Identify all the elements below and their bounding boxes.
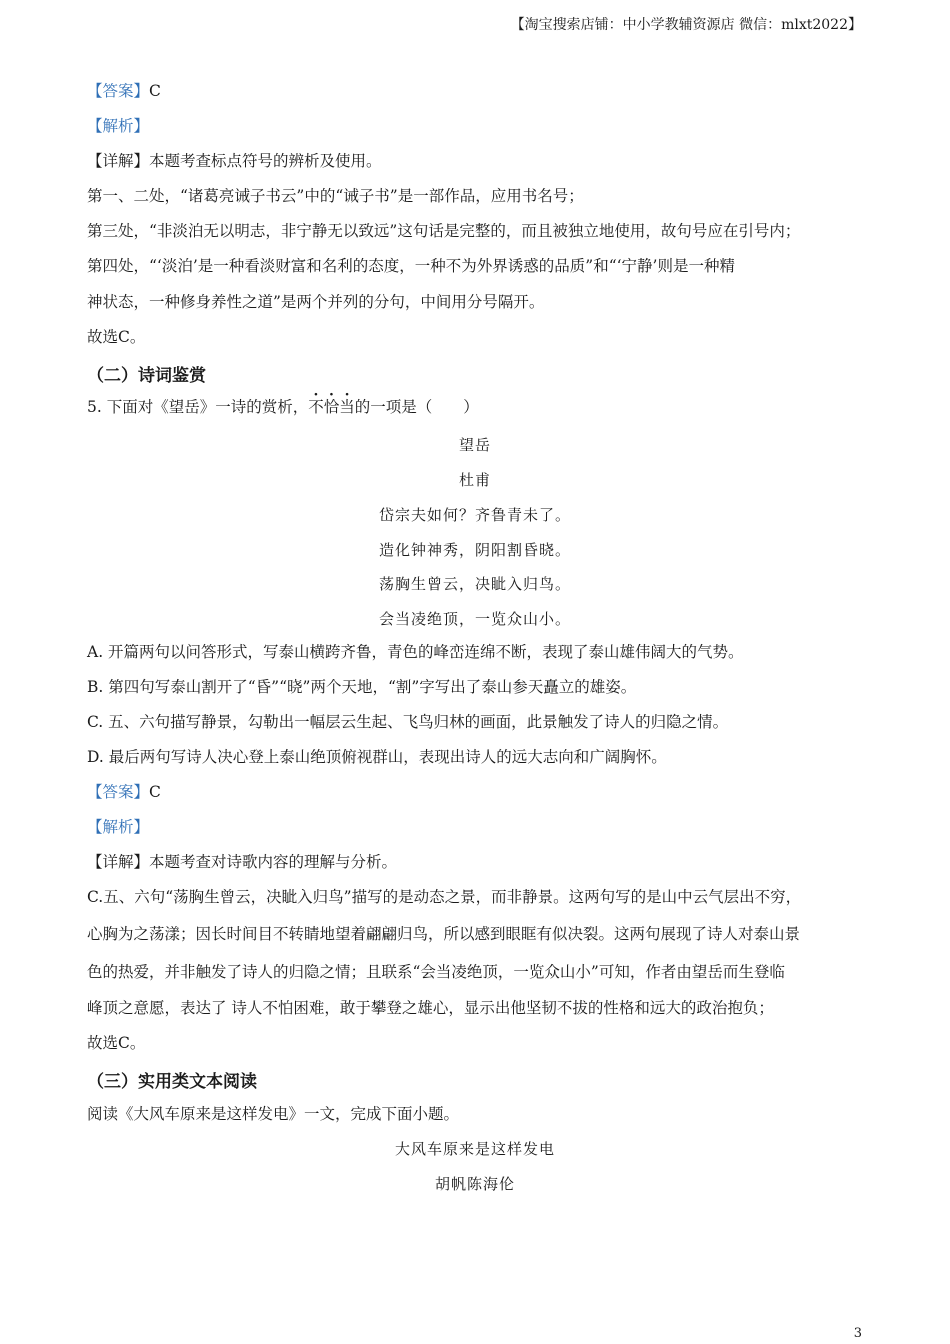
option-a: A. 开篇两句以问答形式，写泰山横跨齐鲁，青色的峰峦连绵不断，表现了泰山雄伟阔大的气势。 [87, 643, 744, 661]
q4-answer-line [87, 81, 161, 101]
article-authors: 胡帆陈海伦 [434, 1175, 515, 1193]
detail-line: 【详解】本题考查对诗歌内容的理解与分析。 [87, 853, 398, 871]
answer-value: C [149, 82, 161, 100]
answer-tag: 【答案】 [87, 783, 150, 801]
analysis-tag: 【解析】 [87, 117, 150, 135]
option-d: D. 最后两句写诗人决心登上泰山绝顶俯视群山，表现出诗人的远大志向和广阔胸怀。 [87, 748, 667, 766]
section-heading-reading: （三）实用类文本阅读 [87, 1072, 257, 1092]
question-stem [87, 397, 479, 417]
option-c: C. 五、六句描写静景，勾勒出一幅层云生起、飞鸟归林的画面，此景触发了诗人的归隐之情。 [87, 713, 729, 731]
detail-line: 【详解】本题考查标点符号的辨析及使用。 [87, 152, 382, 170]
poem-author: 杜甫 [458, 471, 491, 489]
poem-line: 会当凌绝顶，一览众山小。 [378, 610, 571, 628]
answer-tag: 【答案】 [87, 82, 150, 100]
page-number: 3 [853, 1326, 862, 1341]
poem-title: 望岳 [458, 436, 491, 454]
poem-line: 岱宗夫如何？齐鲁青未了。 [378, 506, 571, 524]
explanation-paragraph: 第三处，“非淡泊无以明志，非宁静无以致远”这句话是完整的，而且被独立地使用，故句号应在引号内； [87, 222, 801, 240]
choice-line: 故选C。 [87, 1034, 146, 1052]
explanation-paragraph: 峰顶之意愿，表达了 诗人不怕困难，敢于攀登之雄心，显示出他坚韧不拔的性格和远大的政治抱负； [87, 999, 774, 1017]
answer-value: C [149, 783, 161, 801]
section-heading-poetry: （二）诗词鉴赏 [87, 366, 206, 386]
emphasis-char: 恰 [323, 398, 340, 416]
explanation-paragraph: 第一、二处，“诸葛亮诫子书云”中的“诫子书”是一部作品，应用书名号； [87, 187, 584, 205]
poem-line: 荡胸生曾云，决眦入归鸟。 [378, 575, 571, 593]
emphasis-char: 当 [339, 398, 355, 416]
reading-intro: 阅读《大风车原来是这样发电》一文，完成下面小题。 [87, 1105, 460, 1123]
explanation-paragraph: 心胸为之荡漾；因长时间目不转睛地望着翩翩归鸟，所以感到眼眶有似决裂。这两句展现了诗人对泰山景 [87, 925, 801, 943]
stem-text: 5. 下面对《望岳》一诗的赏析， [87, 398, 309, 416]
option-b: B. 第四句写泰山割开了“昏”“晓”两个天地，“割”字写出了泰山参天矗立的雄姿。 [87, 678, 637, 696]
page-header: 【淘宝搜索店铺：中小学教辅资源店 微信：mlxt2022】 [510, 17, 862, 33]
article-title: 大风车原来是这样发电 [394, 1140, 555, 1158]
choice-line: 故选C。 [87, 328, 146, 346]
explanation-paragraph: C.五、六句“荡胸生曾云，决眦入归鸟”描写的是动态之景，而非静景。这两句写的是山中云气层出不穷， [87, 888, 802, 906]
stem-text: 的一项是（ ） [354, 398, 479, 416]
poem-line: 造化钟神秀，阴阳割昏晓。 [378, 541, 571, 559]
explanation-paragraph: 色的热爱，并非触发了诗人的归隐之情；且联系“会当凌绝顶，一览众山小”可知，作者由望岳而生登临 [87, 963, 785, 981]
analysis-tag: 【解析】 [87, 818, 150, 836]
emphasis-char: 不 [308, 398, 324, 416]
q5-answer-line [87, 782, 161, 802]
explanation-paragraph: 第四处，“‘淡泊’是一种看淡财富和名利的态度，一种不为外界诱惑的品质”和“‘宁静’则是一种精 [87, 257, 735, 275]
explanation-paragraph: 神状态，一种修身养性之道”是两个并列的分句，中间用分号隔开。 [87, 293, 545, 311]
